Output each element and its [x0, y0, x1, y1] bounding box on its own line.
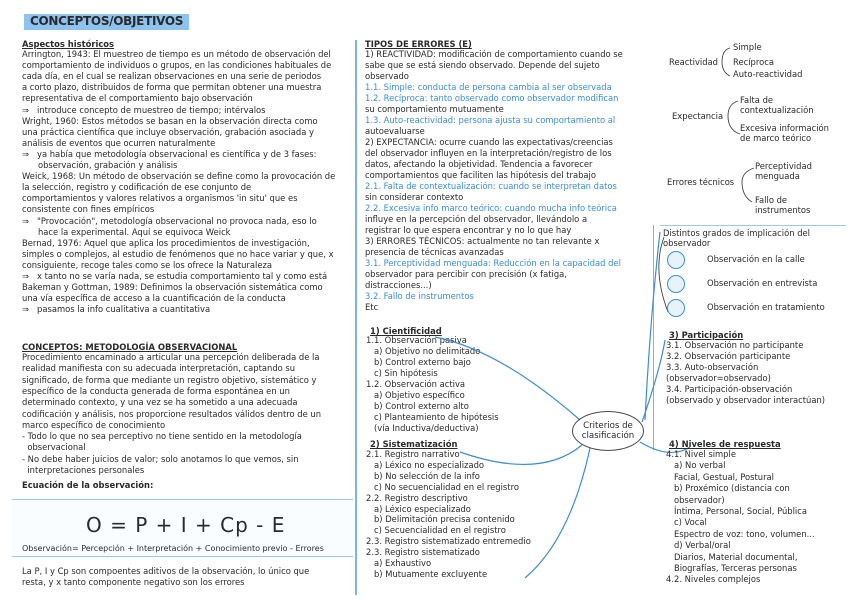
text-line: 1.1. Observación pasiva: [366, 335, 467, 345]
text-line: la selección, registro y codificación de ese conjunto de: [22, 182, 252, 193]
text-line: Espectro de voz: tono, volumen...: [666, 528, 815, 539]
aspectos-heading: Aspectos históricos: [22, 39, 115, 49]
text-line: simples o complejos, al estudio de fenómenos que no hace variar y que, x: [22, 248, 334, 259]
text-line: c) Sin hipótesis: [366, 368, 438, 378]
reactividad-item: Simple: [733, 42, 762, 52]
text-line: a) Léxico especializado: [366, 503, 471, 514]
text-line: Biografías, Terceras personas: [666, 563, 797, 573]
text-line: - Todo lo que no sea perceptivo no tiene sentido en la metodología: [22, 431, 302, 442]
tecnicos-item: Fallo de instrumentos: [755, 195, 811, 215]
text-line: 3.1. Observación no participante: [666, 340, 804, 350]
text-line: 4.2. Niveles complejos: [666, 574, 761, 585]
column-divider-right: [653, 225, 654, 450]
text-line: b) Control externo alto: [366, 401, 469, 411]
text-line: observado: [365, 71, 409, 81]
bracket-tecnicos: [742, 168, 754, 202]
participacion-heading: 3) Participación: [669, 330, 744, 340]
text-line: d) Verbal/oral: [666, 540, 731, 551]
text-line: 2.2. Excesiva info marco teórico: cuando mucha info teórica: [365, 203, 617, 213]
text-line: 3) ERRORES TÉCNICOS: actualmente no tan relevante x: [365, 236, 600, 246]
text-line: 2.2. Registro descriptivo: [366, 492, 468, 503]
text-line: ⇒ introduce concepto de muestreo de tiempo; intérvalos: [22, 104, 266, 115]
text-line: autoevaluarse: [365, 126, 425, 136]
text-line: 2) EXPECTANCIA: ocurre cuando las expectativas/creencias: [365, 137, 613, 147]
text-line: b) Control externo bajo: [366, 357, 471, 367]
text-line: realidad manifiesta con su adecuada interpretación, captando su: [22, 363, 296, 374]
text-line: específico de la conducta generada de forma espontánea en un: [22, 385, 290, 396]
text-line: consistente con fines empíricos: [22, 204, 155, 215]
text-line: una vía específica de acceso a la cuantificación de la conducta: [22, 293, 286, 304]
text-line: Facial, Gestual, Postural: [666, 471, 774, 482]
text-line: comportamientos y valores relativos a organismos 'in situ' que es: [22, 193, 298, 204]
text-line: Etc: [365, 302, 379, 312]
sistematizacion-heading: 2) Sistematización: [370, 439, 458, 449]
text-line: 4.1. Nivel simple: [666, 449, 736, 459]
text-line: - No debe haber juicios de valor; solo anotamos lo que vemos, sin: [22, 453, 299, 464]
page-title: CONCEPTOS/OBJETIVOS: [24, 14, 189, 30]
text-line: consiguiente, recoge tales como se los ofrece la Naturaleza: [22, 259, 273, 270]
text-line: 3.4. Participación-observación: [666, 383, 793, 394]
text-line: b) No selección de la info: [366, 470, 480, 481]
expectancia-item: Excesiva información de marco teórico: [740, 123, 829, 143]
expectancia-label: Expectancia: [672, 111, 724, 121]
reactividad-item: Auto-reactividad: [733, 69, 803, 79]
equation-legend: Observación= Percepción + Interpretación + Conocimiento previo - Errores: [22, 544, 324, 553]
text-line: 2.3. Registro sistematizado entremedio: [366, 536, 531, 547]
text-line: (observador=observado): [666, 372, 771, 383]
text-line: ⇒ x tanto no se varía nada, se estudia comportamiento tal y como está: [22, 271, 328, 281]
title-underline: [24, 28, 184, 29]
text-line: Diarios, Material documental,: [666, 551, 798, 562]
text-line: análisis de eventos que ocurren naturalmente: [22, 137, 216, 148]
reactividad-item: Recíproca: [733, 57, 774, 67]
text-line: observador para percibir con precisión (x fatiga,: [365, 269, 567, 279]
text-line: comportamientos que faciliten las hipótesis del trabajo: [365, 170, 597, 180]
text-line: Weick, 1968: Un método de observación se define como la provocación de: [22, 171, 336, 182]
grado-circle: [667, 251, 685, 269]
text-line: una práctica científica que incluye observación, grabación asociada y: [22, 126, 314, 137]
text-line: ⇒ ya había que metodología observacional es científica y de 3 fases:: [22, 148, 317, 159]
text-line: resta, y x tanto componente negativo son los errores: [22, 577, 245, 588]
criterios-node: Criterios de clasificación: [572, 411, 644, 451]
ecuacion-label: Ecuación de la observación:: [22, 480, 154, 490]
text-line: datos, afectando la objetividad. Tendencia a favorecer: [365, 159, 593, 169]
grados-divider: [660, 225, 846, 226]
bracket-expectancia: [728, 101, 740, 134]
text-line: Procedimiento encaminado a articular una percepción deliberada de la: [22, 352, 320, 362]
text-line: 3.3. Auto-observación: [666, 361, 759, 372]
text-line: b) Mutuamente excluyente: [366, 568, 488, 579]
text-line: (vía Inductiva/deductiva): [366, 423, 479, 433]
text-line: cada día, en el cual se realizan observaciones en una serie de periodos: [22, 71, 322, 82]
text-line: comportamiento de individuos o grupos, en las condiciones habituales de: [22, 60, 332, 71]
text-line: ⇒ pasamos la info cualitativa a cuantitativa: [22, 304, 211, 315]
grados-heading: Distintos grados de implicación del observador: [663, 228, 810, 248]
text-line: observacional: [22, 442, 86, 453]
text-line: codificación y análisis, nos proporcione resultados válidos dentro de un: [22, 408, 322, 419]
text-line: observación, grabación y análisis: [22, 160, 178, 170]
text-line: 1.2. Observación activa: [366, 379, 466, 389]
text-line: 2.1. Registro narrativo: [366, 449, 460, 459]
text-line: 1.2. Recíproca: tanto observado como observador modifican: [365, 93, 619, 103]
text-line: c) Vocal: [666, 517, 707, 528]
text-line: sabe que se está siendo observado. Depende del sujeto: [365, 60, 600, 70]
text-line: (observado y observador interactúan): [666, 394, 826, 405]
connector-sistematizado: [525, 448, 590, 578]
text-line: La P, I y Cp son compoentes aditivos de la observación, lo único que: [22, 566, 310, 576]
text-line: distracciones...): [365, 280, 432, 290]
text-line: ⇒ "Provocación", metodología observacional no provoca nada, eso lo: [22, 215, 317, 226]
text-line: 2.1. Falta de contextualización: cuando se interpretan datos: [365, 181, 617, 191]
bracket-reactividad: [722, 48, 730, 76]
grado-item: Observación en entrevista: [707, 278, 818, 288]
text-line: 1.3. Auto-reactividad: persona ajusta su comportamiento al: [365, 115, 616, 125]
grado-circle: [667, 275, 685, 293]
text-line: significado, de forma que mediante un registro objetivo, sistemático y: [22, 374, 317, 385]
tecnicos-label: Errores técnicos: [667, 177, 735, 187]
text-line: sin considerar contexto: [365, 192, 464, 202]
text-line: Íntima, Personal, Social, Pública: [666, 506, 807, 516]
text-line: Bernad, 1976: Aquel que aplica los procedimientos de investigación,: [22, 237, 310, 248]
metodologia-heading: CONCEPTOS: METODOLOGÍA OBSERVACIONAL: [22, 342, 238, 352]
text-line: su comportamiento mutuamente: [365, 104, 504, 114]
text-line: 3.2. Observación participante: [666, 350, 791, 361]
text-line: c) No secuencialidad en el registro: [366, 481, 519, 492]
text-line: Bakeman y Gottman, 1989: Definimos la observación sistemática como: [22, 282, 323, 293]
column-divider-left: [355, 40, 357, 595]
text-line: c) Secuencialidad en el registro: [366, 525, 506, 536]
expectancia-item: Falta de contextualización: [740, 95, 814, 115]
tipos-heading: TIPOS DE ERRORES (E): [365, 39, 472, 49]
text-line: registrar lo que espera encontrar y no lo que hay: [365, 225, 572, 235]
cientificidad-heading: 1) Cientificidad: [370, 326, 442, 336]
text-line: a) Exhaustivo: [366, 558, 432, 568]
text-line: Arrington, 1943: El muestreo de tiempo es un método de observación del: [22, 49, 331, 59]
text-line: 3.1. Perceptividad menguada: Reducción en la capacidad del: [365, 258, 621, 268]
reactividad-label: Reactividad: [669, 57, 718, 67]
text-line: 1.1. Simple: conducta de persona cambia al ser observada: [365, 82, 612, 92]
grado-circle: [667, 299, 685, 317]
text-line: c) Planteamiento de hipótesis: [366, 412, 499, 422]
text-line: a corto plazo, distribuidos de forma que permitan obtener una muestra: [22, 82, 322, 93]
text-line: 1) REACTIVIDAD: modificación de comportamiento cuando se: [365, 49, 623, 59]
text-line: a) Objetivo específico: [366, 390, 465, 400]
niveles-heading: 4) Niveles de respuesta: [669, 439, 781, 449]
text-line: del observador influyen en la interpretación/registro de los: [365, 148, 612, 158]
text-line: determinado contexto, y una vez se ha sometido a una adecuada: [22, 397, 298, 408]
text-line: Wright, 1960: Estos métodos se basan en la observación directa como: [22, 115, 318, 126]
text-line: interpretaciones personales: [22, 465, 145, 475]
text-line: a) No verbal: [666, 460, 726, 471]
grado-item: Observación en la calle: [707, 254, 805, 264]
text-line: b) Proxémico (distancia con: [666, 483, 790, 494]
text-line: representativa de el comportamiento bajo observación: [22, 93, 253, 104]
text-line: 3.2. Fallo de instrumentos: [365, 291, 474, 301]
text-line: a) Objetivo no delimitado: [366, 346, 481, 356]
text-line: 2.3. Registro sistematizado: [366, 547, 480, 558]
tecnicos-item: Perceptividad menguada: [755, 161, 812, 181]
text-line: hace la experimental. Aquí se equivoca Weick: [22, 226, 231, 237]
text-line: b) Delimitación precisa contenido: [366, 514, 515, 525]
text-line: observador): [666, 494, 725, 505]
text-line: a) Léxico no especializado: [366, 459, 485, 470]
text-line: marco específico de conocimiento: [22, 419, 166, 430]
grado-item: Observación en tratamiento: [707, 302, 825, 312]
text-line: influye en la percepción del observador, llevándolo a: [365, 214, 588, 224]
text-line: presencia de técnicas avanzadas: [365, 247, 504, 257]
equation: O = P + I + Cp - E: [86, 513, 286, 537]
